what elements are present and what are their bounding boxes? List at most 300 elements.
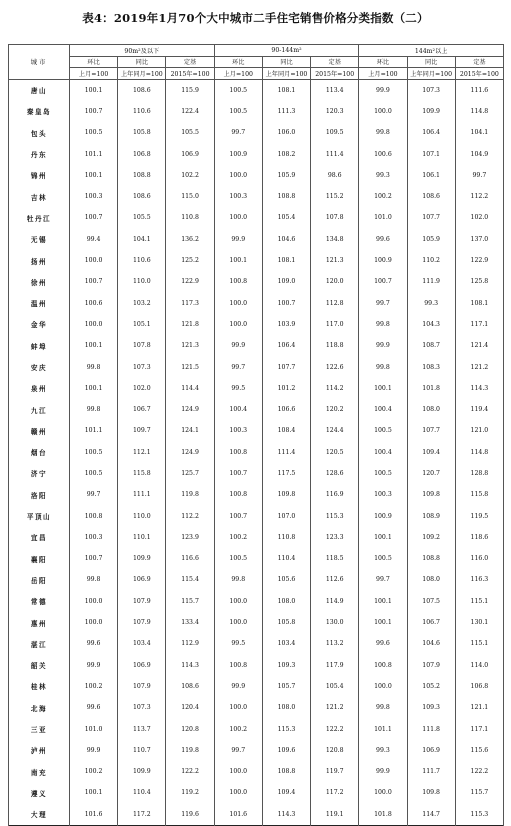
index-value-cell: 99.3 [407,292,455,313]
index-value-cell: 115.9 [166,79,214,101]
index-value-cell: 99.6 [359,229,407,250]
index-value-cell: 99.7 [359,569,407,590]
table-row [9,505,504,526]
city-name: 扬州 [9,250,70,271]
table-row [9,633,504,654]
index-value-cell: 99.9 [359,335,407,356]
index-value-cell: 107.0 [262,505,310,526]
index-value-cell: 99.7 [214,122,262,143]
index-value-cell: 100.2 [214,527,262,548]
table-row [9,250,504,271]
table-row [9,271,504,292]
table-row [9,314,504,335]
index-value-cell: 117.2 [118,804,166,826]
city-name: 烟台 [9,442,70,463]
index-value-cell: 105.6 [262,569,310,590]
index-value-cell: 120.0 [311,271,359,292]
index-value-cell: 103.4 [262,633,310,654]
index-value-cell: 110.7 [118,740,166,761]
index-value-cell: 110.1 [118,527,166,548]
index-value-cell: 100.8 [359,655,407,676]
city-name: 无锡 [9,229,70,250]
table-row [9,463,504,484]
index-value-cell: 98.6 [311,165,359,186]
table-row [9,122,504,143]
index-value-cell: 100.0 [214,612,262,633]
index-value-cell: 100.0 [214,314,262,335]
index-value-cell: 99.8 [70,569,118,590]
index-value-cell: 125.2 [166,250,214,271]
index-value-cell: 128.6 [311,463,359,484]
index-value-cell: 124.1 [166,420,214,441]
index-value-cell: 108.6 [407,186,455,207]
index-value-cell: 102.0 [118,378,166,399]
index-value-cell: 103.2 [118,292,166,313]
index-value-cell: 133.4 [166,612,214,633]
city-name: 温州 [9,292,70,313]
sub-header-mom: 环比 [70,56,118,68]
city-name: 丹东 [9,143,70,164]
city-name: 泉州 [9,378,70,399]
index-value-cell: 100.0 [214,165,262,186]
index-value-cell: 100.3 [70,527,118,548]
index-value-cell: 110.0 [118,271,166,292]
city-name: 蚌埠 [9,335,70,356]
price-index-table [8,44,504,826]
index-value-cell: 107.8 [118,335,166,356]
index-value-cell: 100.0 [359,101,407,122]
table-row [9,101,504,122]
index-value-cell: 101.0 [70,718,118,739]
index-value-cell: 106.7 [407,612,455,633]
index-value-cell: 100.0 [214,761,262,782]
index-value-cell: 99.7 [359,292,407,313]
index-value-cell: 100.0 [214,782,262,803]
index-value-cell: 108.1 [262,79,310,101]
index-value-cell: 130.0 [311,612,359,633]
base-header-last-year: 上年同月=100 [407,68,455,80]
city-name: 大理 [9,804,70,826]
index-value-cell: 114.3 [166,655,214,676]
index-value-cell: 114.9 [311,591,359,612]
table-row [9,143,504,164]
index-value-cell: 115.8 [455,484,503,505]
city-name: 南充 [9,761,70,782]
index-value-cell: 104.9 [455,143,503,164]
index-value-cell: 99.7 [214,356,262,377]
table-row [9,761,504,782]
city-name: 金华 [9,314,70,335]
index-value-cell: 125.7 [166,463,214,484]
index-value-cell: 121.3 [311,250,359,271]
index-value-cell: 114.7 [407,804,455,826]
index-value-cell: 107.3 [118,697,166,718]
index-value-cell: 120.2 [311,399,359,420]
table-row [9,484,504,505]
index-value-cell: 130.1 [455,612,503,633]
index-value-cell: 108.1 [455,292,503,313]
index-value-cell: 121.2 [455,356,503,377]
index-value-cell: 112.1 [118,442,166,463]
index-value-cell: 109.3 [407,697,455,718]
index-value-cell: 105.4 [262,207,310,228]
index-value-cell: 124.9 [166,442,214,463]
table-row [9,186,504,207]
index-value-cell: 99.7 [70,484,118,505]
index-value-cell: 108.1 [262,250,310,271]
table-row [9,420,504,441]
index-value-cell: 111.7 [407,761,455,782]
index-value-cell: 107.9 [118,612,166,633]
index-value-cell: 108.8 [262,186,310,207]
index-value-cell: 109.0 [262,271,310,292]
base-header-last-year: 上年同月=100 [118,68,166,80]
table-row [9,740,504,761]
index-value-cell: 121.4 [455,335,503,356]
index-value-cell: 115.6 [455,740,503,761]
index-value-cell: 114.0 [455,655,503,676]
city-name: 遵义 [9,782,70,803]
index-value-cell: 114.8 [455,101,503,122]
index-value-cell: 104.1 [455,122,503,143]
index-value-cell: 120.7 [407,463,455,484]
index-value-cell: 123.9 [166,527,214,548]
index-value-cell: 106.9 [118,655,166,676]
index-value-cell: 115.3 [262,718,310,739]
index-value-cell: 109.2 [407,527,455,548]
index-value-cell: 99.7 [214,740,262,761]
city-name: 九江 [9,399,70,420]
index-value-cell: 99.9 [70,740,118,761]
index-value-cell: 115.7 [455,782,503,803]
index-value-cell: 99.6 [359,633,407,654]
city-name: 安庆 [9,356,70,377]
city-name: 常德 [9,591,70,612]
city-name: 洛阳 [9,484,70,505]
index-value-cell: 121.0 [455,420,503,441]
index-value-cell: 101.8 [407,378,455,399]
index-value-cell: 106.9 [166,143,214,164]
index-value-cell: 106.8 [118,143,166,164]
sub-header-yoy: 同比 [118,56,166,68]
index-value-cell: 111.4 [262,442,310,463]
index-value-cell: 104.1 [118,229,166,250]
index-value-cell: 101.1 [70,143,118,164]
index-value-cell: 108.9 [407,505,455,526]
index-value-cell: 110.8 [166,207,214,228]
index-value-cell: 117.3 [166,292,214,313]
index-value-cell: 100.7 [70,548,118,569]
city-name: 三亚 [9,718,70,739]
index-value-cell: 120.4 [166,697,214,718]
index-value-cell: 114.8 [455,442,503,463]
index-value-cell: 99.9 [359,79,407,101]
index-value-cell: 115.8 [118,463,166,484]
index-value-cell: 100.1 [70,782,118,803]
index-value-cell: 106.0 [262,122,310,143]
index-value-cell: 108.6 [118,186,166,207]
city-column-header: 城市 [9,45,70,80]
index-value-cell: 121.1 [455,697,503,718]
index-value-cell: 99.9 [214,335,262,356]
index-value-cell: 99.9 [359,761,407,782]
index-value-cell: 115.1 [455,591,503,612]
index-value-cell: 100.2 [359,186,407,207]
index-value-cell: 100.7 [70,207,118,228]
index-value-cell: 101.1 [70,420,118,441]
index-value-cell: 99.8 [214,569,262,590]
index-value-cell: 113.2 [311,633,359,654]
index-value-cell: 117.9 [311,655,359,676]
index-value-cell: 104.6 [262,229,310,250]
index-value-cell: 115.1 [455,633,503,654]
index-value-cell: 100.8 [70,505,118,526]
index-value-cell: 101.8 [359,804,407,826]
index-value-cell: 108.6 [166,676,214,697]
index-value-cell: 100.7 [214,505,262,526]
index-value-cell: 108.2 [262,143,310,164]
city-name: 赣州 [9,420,70,441]
city-name: 济宁 [9,463,70,484]
index-value-cell: 100.0 [70,314,118,335]
index-value-cell: 117.5 [262,463,310,484]
sub-header-yoy: 同比 [407,56,455,68]
index-value-cell: 105.8 [118,122,166,143]
index-value-cell: 107.7 [262,356,310,377]
index-value-cell: 119.5 [455,505,503,526]
index-value-cell: 99.9 [214,676,262,697]
city-name: 襄阳 [9,548,70,569]
index-value-cell: 99.7 [455,165,503,186]
index-value-cell: 100.1 [70,335,118,356]
table-row [9,676,504,697]
index-value-cell: 111.1 [118,484,166,505]
index-value-cell: 112.2 [455,186,503,207]
city-name: 泸州 [9,740,70,761]
index-value-cell: 122.6 [311,356,359,377]
index-value-cell: 100.0 [70,612,118,633]
index-value-cell: 128.8 [455,463,503,484]
header-row-groups [9,45,504,57]
index-value-cell: 100.0 [359,676,407,697]
base-header-last-month: 上月=100 [359,68,407,80]
city-name: 岳阳 [9,569,70,590]
index-value-cell: 99.8 [70,399,118,420]
index-value-cell: 113.7 [118,718,166,739]
index-value-cell: 120.8 [311,740,359,761]
index-value-cell: 111.3 [262,101,310,122]
index-value-cell: 116.0 [455,548,503,569]
index-value-cell: 118.6 [455,527,503,548]
index-value-cell: 112.9 [166,633,214,654]
index-value-cell: 100.1 [359,612,407,633]
index-value-cell: 100.1 [359,591,407,612]
table-row [9,165,504,186]
table-row [9,527,504,548]
index-value-cell: 122.4 [166,101,214,122]
index-value-cell: 106.8 [455,676,503,697]
index-value-cell: 109.5 [311,122,359,143]
index-value-cell: 119.8 [166,484,214,505]
index-value-cell: 111.8 [407,718,455,739]
index-value-cell: 106.4 [262,335,310,356]
index-value-cell: 121.3 [166,335,214,356]
index-value-cell: 109.9 [407,101,455,122]
index-value-cell: 109.9 [118,548,166,569]
index-value-cell: 105.4 [311,676,359,697]
index-value-cell: 108.4 [262,420,310,441]
index-value-cell: 100.1 [359,527,407,548]
table-row [9,79,504,101]
sub-header-yoy: 同比 [262,56,310,68]
index-value-cell: 107.3 [407,79,455,101]
index-value-cell: 103.9 [262,314,310,335]
table-row [9,207,504,228]
city-name: 唐山 [9,79,70,101]
table-row [9,655,504,676]
group-header-medium: 90-144m² [214,45,359,57]
index-value-cell: 111.6 [455,79,503,101]
index-value-cell: 120.5 [311,442,359,463]
index-value-cell: 101.0 [359,207,407,228]
index-value-cell: 136.2 [166,229,214,250]
index-value-cell: 105.1 [118,314,166,335]
index-value-cell: 116.3 [455,569,503,590]
index-value-cell: 124.9 [166,399,214,420]
index-value-cell: 100.2 [70,761,118,782]
index-value-cell: 99.4 [70,229,118,250]
table-row [9,292,504,313]
city-name: 湛江 [9,633,70,654]
index-value-cell: 119.7 [311,761,359,782]
index-value-cell: 112.8 [311,292,359,313]
city-name: 秦皇岛 [9,101,70,122]
index-value-cell: 100.1 [359,378,407,399]
index-value-cell: 108.0 [407,569,455,590]
city-name: 徐州 [9,271,70,292]
index-value-cell: 100.3 [214,420,262,441]
index-value-cell: 110.6 [118,250,166,271]
index-value-cell: 109.4 [262,782,310,803]
index-value-cell: 105.5 [118,207,166,228]
index-value-cell: 115.2 [311,186,359,207]
index-value-cell: 99.3 [359,740,407,761]
index-value-cell: 121.2 [311,697,359,718]
index-value-cell: 117.1 [455,314,503,335]
table-row [9,591,504,612]
index-value-cell: 100.3 [359,484,407,505]
index-value-cell: 108.7 [407,335,455,356]
header-row-bases [9,68,504,80]
index-value-cell: 101.2 [262,378,310,399]
city-name: 宜昌 [9,527,70,548]
index-value-cell: 122.2 [166,761,214,782]
index-value-cell: 106.7 [118,399,166,420]
index-value-cell: 119.4 [455,399,503,420]
index-value-cell: 99.5 [214,633,262,654]
index-value-cell: 100.5 [359,463,407,484]
index-value-cell: 105.7 [262,676,310,697]
base-header-2015: 2015年=100 [311,68,359,80]
index-value-cell: 106.4 [407,122,455,143]
table-row [9,569,504,590]
index-value-cell: 100.5 [214,101,262,122]
index-value-cell: 107.8 [311,207,359,228]
base-header-last-month: 上月=100 [214,68,262,80]
index-value-cell: 100.0 [70,591,118,612]
index-value-cell: 108.8 [118,165,166,186]
index-value-cell: 99.3 [359,165,407,186]
index-value-cell: 99.8 [359,314,407,335]
index-value-cell: 105.8 [262,612,310,633]
index-value-cell: 120.3 [311,101,359,122]
index-value-cell: 117.0 [311,314,359,335]
index-value-cell: 101.6 [214,804,262,826]
table-row [9,804,504,826]
index-value-cell: 111.9 [407,271,455,292]
base-header-last-month: 上月=100 [70,68,118,80]
index-value-cell: 122.2 [455,761,503,782]
index-value-cell: 100.3 [70,186,118,207]
city-name: 惠州 [9,612,70,633]
index-value-cell: 100.1 [70,79,118,101]
index-value-cell: 119.2 [166,782,214,803]
sub-header-mom: 环比 [359,56,407,68]
index-value-cell: 107.7 [407,420,455,441]
sub-header-fixed-base: 定基 [311,56,359,68]
group-header-large: 144m²以上 [359,45,504,57]
table-row [9,229,504,250]
index-value-cell: 100.7 [262,292,310,313]
city-name: 桂林 [9,676,70,697]
table-row [9,782,504,803]
index-value-cell: 106.9 [407,740,455,761]
index-value-cell: 105.9 [262,165,310,186]
index-value-cell: 112.2 [166,505,214,526]
index-value-cell: 108.8 [407,548,455,569]
index-value-cell: 121.5 [166,356,214,377]
index-value-cell: 100.4 [214,399,262,420]
index-value-cell: 100.0 [214,207,262,228]
table-row [9,718,504,739]
index-value-cell: 117.2 [311,782,359,803]
index-value-cell: 108.0 [407,399,455,420]
index-value-cell: 123.3 [311,527,359,548]
index-value-cell: 134.8 [311,229,359,250]
group-header-small: 90m²及以下 [70,45,215,57]
table-body [9,79,504,825]
index-value-cell: 116.9 [311,484,359,505]
index-value-cell: 102.0 [455,207,503,228]
table-row [9,612,504,633]
index-value-cell: 100.8 [214,484,262,505]
index-value-cell: 109.8 [262,484,310,505]
index-value-cell: 114.4 [166,378,214,399]
index-value-cell: 100.7 [70,271,118,292]
index-value-cell: 100.5 [70,122,118,143]
index-value-cell: 100.1 [70,378,118,399]
index-value-cell: 122.9 [455,250,503,271]
index-value-cell: 99.9 [70,655,118,676]
index-value-cell: 105.5 [166,122,214,143]
base-header-2015: 2015年=100 [166,68,214,80]
index-value-cell: 115.3 [455,804,503,826]
index-value-cell: 110.4 [262,548,310,569]
index-value-cell: 114.2 [311,378,359,399]
index-value-cell: 100.0 [214,591,262,612]
index-value-cell: 109.9 [118,761,166,782]
index-value-cell: 109.3 [262,655,310,676]
